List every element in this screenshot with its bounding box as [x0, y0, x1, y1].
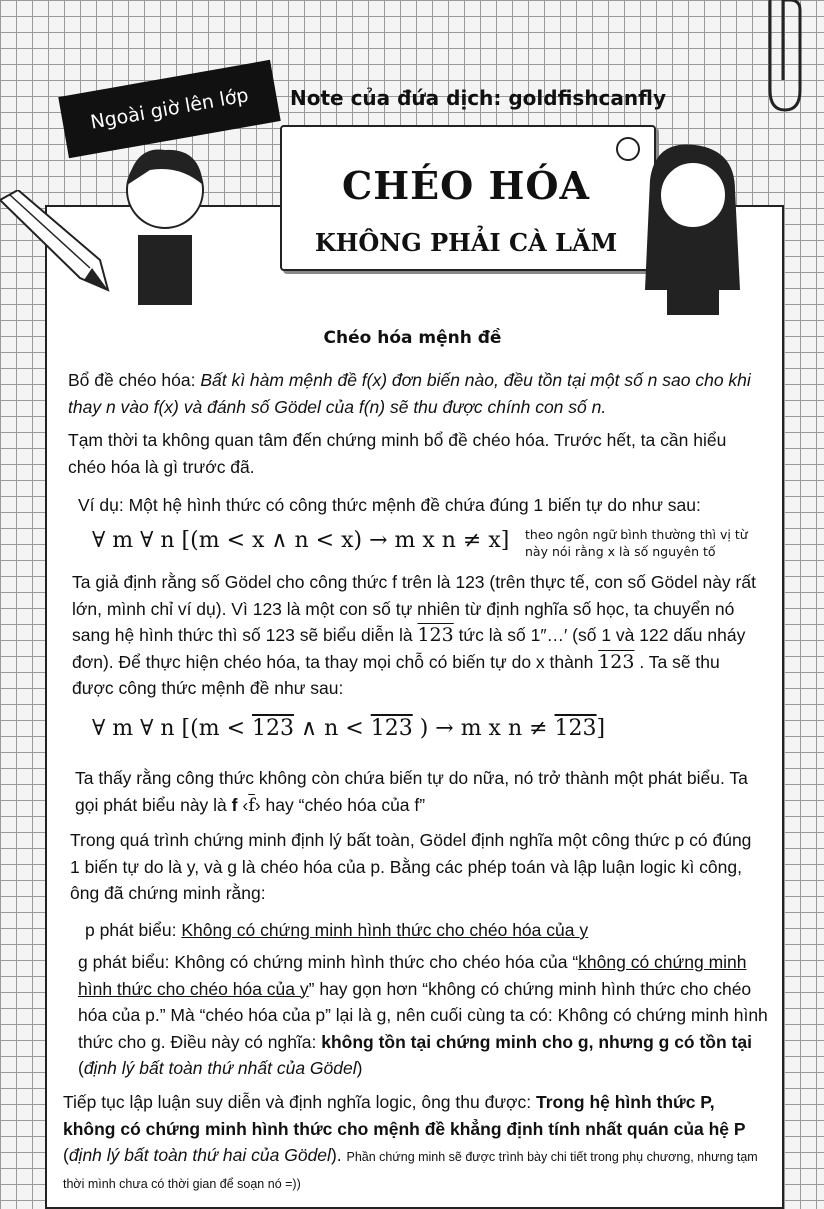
formula-2 — [92, 716, 605, 741]
girl-character-illustration — [625, 140, 755, 330]
overlined-number: 123 — [598, 650, 635, 673]
text: Ta giả định rằng số Gödel cho công thức f trên là 123 (trên thực tế, con số Gödel này rất lớn, mình chỉ ví dụ). Vì 123 là một con số tự nhiên từ định nghĩa số học, ta chuyển nó sang hệ hình thức thì số 123 sẽ biểu diễn là — [72, 572, 756, 645]
note-line: này nói rằng x là số nguyên tố — [525, 544, 716, 559]
category-tag: Ngoài giờ lên lớp — [58, 60, 280, 158]
bold-text: Trong hệ hình thức P, không có chứng minh hình thức cho mệnh đề khẳng định tính nhất quán của hệ P — [63, 1092, 746, 1139]
note-line: theo ngôn ngữ bình thường thì vị từ — [525, 527, 748, 542]
text: ( — [63, 1145, 69, 1165]
lemma-statement: Bất kì hàm mệnh đề f(x) đơn biến nào, đều tồn tại một số n sao cho khi thay n vào f(x) và đánh số Gödel của f(n) sẽ thu được chính con số n. — [68, 370, 751, 417]
underlined-text: không có chứng minh hình thức cho chéo hóa của y — [78, 952, 747, 999]
statement-g — [78, 949, 768, 1082]
text: g phát biểu: Không có chứng minh hình thức cho chéo hóa của “ — [78, 952, 579, 972]
text: ] — [596, 716, 606, 741]
text: ” hay gọn hơn “không có chứng minh hình thức cho chéo hóa của p.” Mà “chéo hóa của p” lại là g, nên cuối cùng ta có: Không có chứng minh hình thức cho g. Điều này có nghĩa: — [78, 978, 768, 1052]
paragraph-example: Ví dụ: Một hệ hình thức có công thức mệnh đề chứa đúng 1 biến tự do như sau: — [78, 495, 701, 515]
text: p phát biểu: — [85, 920, 182, 940]
text: ( — [78, 1058, 84, 1078]
formula-1: ∀ m ∀ n [(m < x ∧ n < x) → m x n ≠ x] — [92, 528, 510, 553]
text: tức là số 1″…′ (số 1 và 122 dấu nháy đơn). Để thực hiện chéo hóa, ta thay mọi chỗ có biến tự do x thành — [72, 625, 746, 672]
italic-text: định lý bất toàn thứ nhất của Gödel — [83, 1058, 357, 1078]
paragraph-diagonal: Ta thấy rằng công thức không còn chứa biến tự do nữa, nó trở thành một phát biểu. Ta gọi phát biểu này là f $‹\overline{f}›$ hay “chéo hóa của f” — [75, 768, 748, 816]
section-heading: Chéo hóa mệnh đề — [323, 328, 502, 348]
formula-1-note — [525, 526, 748, 560]
text: . Ta sẽ thu được công thức mệnh đề như sau: — [72, 651, 720, 698]
paragraph-intro: Tạm thời ta không quan tâm đến chứng minh bổ đề chéo hóa. Trước hết, ta cần hiểu chéo hóa là gì trước đã. — [68, 430, 727, 477]
overlined-number: 123 — [252, 716, 295, 741]
page-subtitle: KHÔNG PHẢI CÀ LĂM — [314, 228, 618, 257]
paragraph-second-theorem — [63, 1089, 768, 1195]
small-note: Phần chứng minh sẽ được trình bày chi tiết trong phụ chương, nhưng tạm thời mình chưa có thời gian để soạn nó =)) — [63, 1150, 758, 1191]
underlined-text: Không có chứng minh hình thức cho chéo hóa của y — [181, 920, 589, 940]
text: ∀ m ∀ n [(m < — [92, 716, 253, 741]
overlined-number: 123 — [417, 624, 454, 646]
text: hay “chéo hóa của f” — [260, 794, 426, 815]
overlined-number: 123 — [370, 716, 413, 741]
lemma-paragraph — [68, 367, 768, 420]
text: ) — [356, 1058, 363, 1078]
page-title: CHÉO HÓA — [342, 163, 590, 208]
overlined-number: 123 — [554, 716, 597, 741]
text: ) → m x n ≠ — [412, 716, 555, 741]
lemma-label: Bổ đề chéo hóa: — [68, 370, 201, 390]
paragraph-proof: Trong quá trình chứng minh định lý bất toàn, Gödel định nghĩa một công thức p có đúng 1 biến tự do là y, và g là chéo hóa của p. Bằng các phép toán và lập luận logic kì công, ông đã chứng minh rằng: — [70, 830, 752, 903]
f-symbol: f — [231, 794, 238, 815]
boy-character-illustration — [110, 140, 220, 320]
italic-text: định lý bất toàn thứ hai của Gödel — [68, 1145, 331, 1165]
text: Tiếp tục lập luận suy diễn và định nghĩa logic, ông thu được: — [63, 1092, 536, 1112]
text: ). — [330, 1145, 347, 1165]
bold-text: không tồn tại chứng minh cho g, nhưng g có tồn tại — [321, 1031, 752, 1052]
paperclip-icon — [755, 0, 815, 120]
translator-note: Note của đứa dịch: goldfishcanfly — [290, 86, 667, 110]
pencil-icon — [0, 190, 120, 300]
statement-p — [85, 917, 765, 944]
paragraph-godel-number — [72, 569, 762, 702]
text: ∧ n < — [294, 716, 371, 741]
f-bar-symbol: $\overline{f}$ — [248, 794, 255, 816]
text: Ta thấy rằng công thức không còn chứa biến tự do nữa, nó trở thành một phát biểu. Ta gọi phát biểu này là — [75, 768, 748, 815]
